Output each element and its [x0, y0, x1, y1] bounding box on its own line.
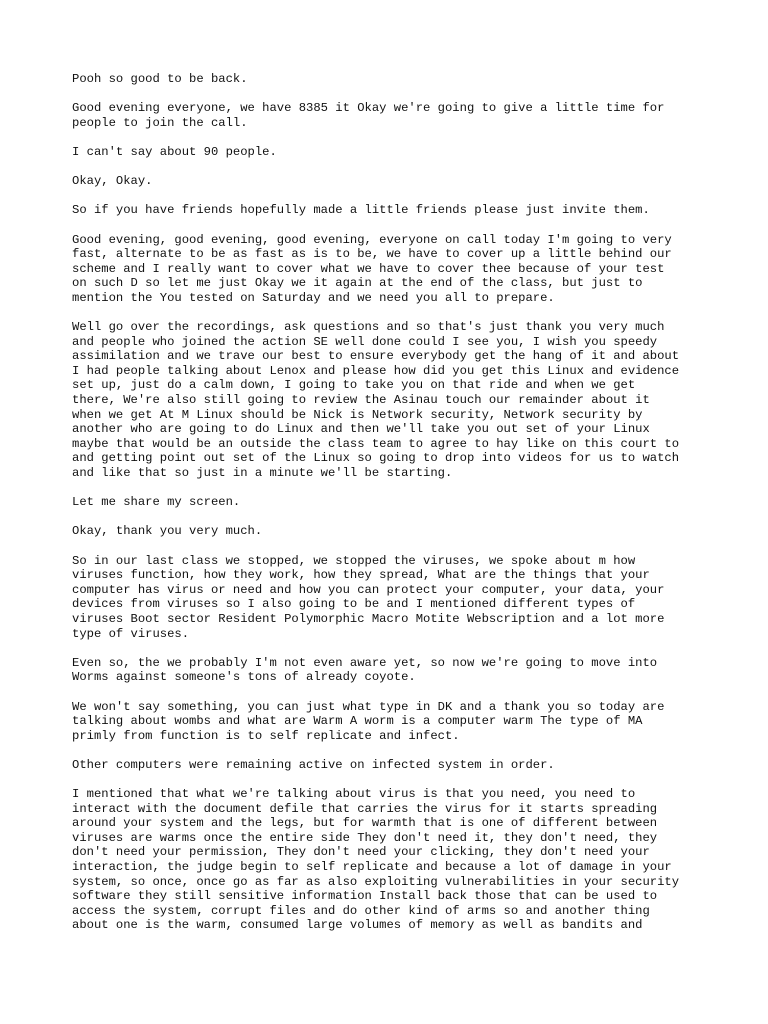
paragraph-10: So in our last class we stopped, we stopped the viruses, we spoke about m how viruses function, how they work, how they spread, What are the things that your computer has virus or need and how you can protect your computer, your data, your devices from viruses so I also going to be and I mentioned different types of viruses Boot sector Resident Polymorphic Macro Motite Webscription and a lot more type of viruses.	[72, 553, 665, 641]
paragraph-8: Let me share my screen.	[72, 495, 241, 510]
paragraph-1: Pooh so good to be back.	[72, 72, 248, 86]
paragraph-12: We won't say something, you can just what type in DK and a thank you so today are talking about wombs and what are Warm A worm is a computer warm The type of MA primly from function is to self replicate and infect.	[72, 699, 665, 743]
paragraph-2: Good evening everyone, we have 8385 it Okay we're going to give a little time for people to join the call.	[72, 101, 665, 130]
paragraph-7: Well go over the recordings, ask questions and so that's just thank you very much and people who joined the action SE well done could I see you, I wish you speedy assimilation and we trave our best to ensure everybody get the hang of it and about I had people talking about Lenox and please how did you get this Linux and evidence set up, just do a calm down, I going to take you on that ride and when we get there, We're also still going to review the Asinau touch our remainder about it when we get At M Linux should be Nick is Network security, Network security by another who are going to do Linux and then we'll take you out set of your Linux maybe that would be an outside the class team to agree to hay like on this court to and getting point out set of the Linux so going to drop into videos for us to watch and like that so just in a minute we'll be starting.	[72, 320, 680, 481]
paragraph-14: I mentioned that what we're talking about virus is that you need, you need to interact with the document defile that carries the virus for it starts spreading around your system and the legs, but for warmth that is one of different between viruses are warms once the entire side They don't need it, they don't need, they don't need your permission, They don't need your clicking, they don't need your interaction, the judge begin to self replicate and because a lot of damage in your system, so once, once go as far as also exploiting vulnerabilities in your security software they still sensitive information Install back those that can be used to access the system, corrupt files and do other kind of arms so and another thing about one is the warm, consumed large volumes of memory as well as bandits and	[72, 787, 680, 933]
paragraph-11: Even so, the we probably I'm not even aware yet, so now we're going to move into Worms against someone's tons of already coyote.	[72, 655, 658, 685]
paragraph-5: So if you have friends hopefully made a little friends please just invite them.	[72, 203, 650, 218]
paragraph-3: I can't say about 90 people.	[72, 144, 277, 159]
paragraph-6: Good evening, good evening, good evening, everyone on call today I'm going to very fast, alternate to be as fast as is to be, we have to cover up a little behind our scheme and I really want to cover what we have to cover thee because of your test on such D so let me just Okay we it again at the end of the class, but just to mention the You tested on Saturday and we need you all to prepare.	[72, 232, 672, 305]
paragraph-13: Other computers were remaining active on infected system in order.	[72, 757, 555, 772]
paragraph-4: Okay, Okay.	[72, 174, 153, 189]
paragraph-9: Okay, thank you very much.	[72, 524, 263, 539]
